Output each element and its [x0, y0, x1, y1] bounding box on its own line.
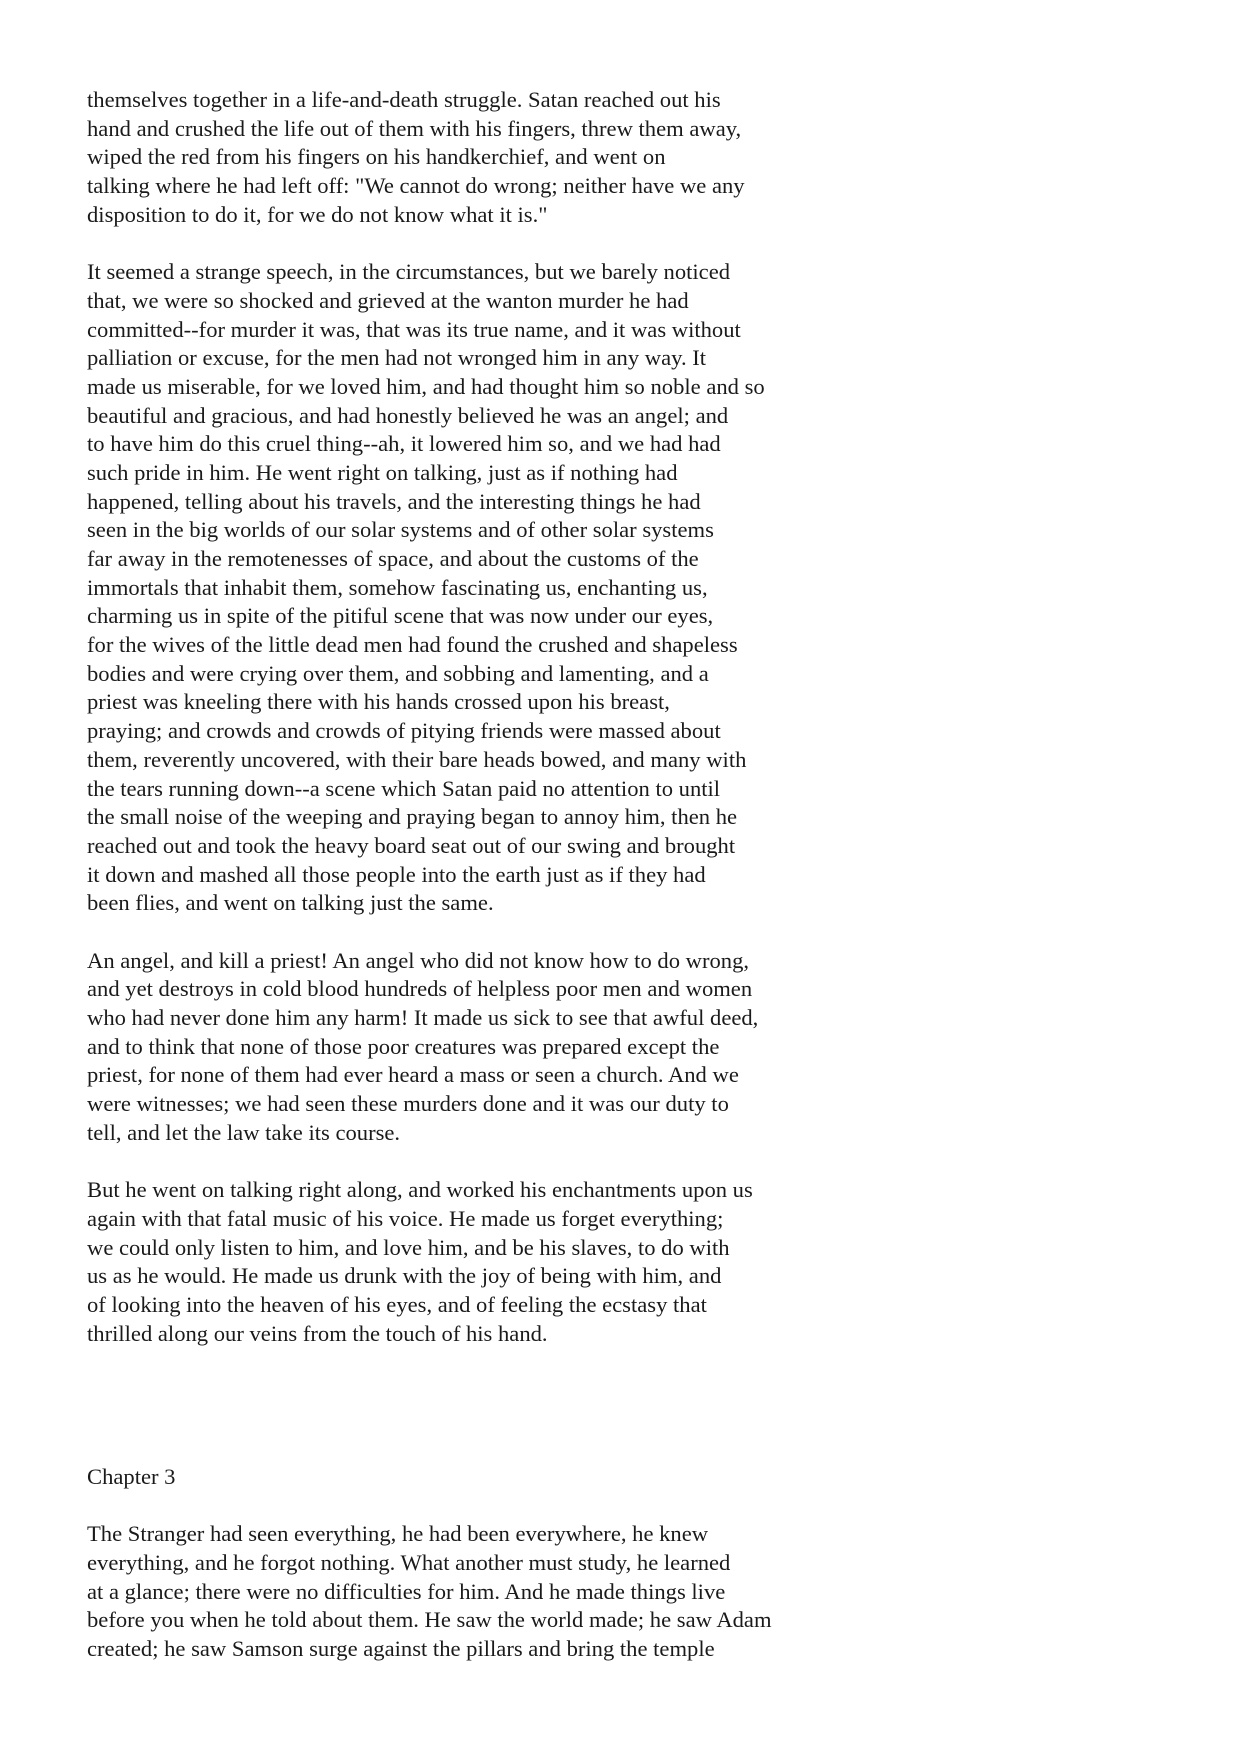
text-line: such pride in him. He went right on talking, just as if nothing had [87, 459, 678, 485]
text-line: created; he saw Samson surge against the pillars and bring the temple [87, 1636, 715, 1662]
text-line: we could only listen to him, and love him, and be his slaves, to do with [87, 1234, 730, 1260]
chapter-title: Chapter 3 [87, 1464, 176, 1490]
text-line: made us miserable, for we loved him, and had thought him so noble and so [87, 373, 765, 399]
text-line: hand and crushed the life out of them with his fingers, threw them away, [87, 115, 742, 141]
text-line: seen in the big worlds of our solar systems and of other solar systems [87, 517, 714, 543]
paragraph-3 [87, 947, 1187, 1148]
paragraph-spacer [87, 229, 1187, 258]
text-line: far away in the remotenesses of space, and about the customs of the [87, 546, 699, 571]
section-spacer [87, 1348, 1187, 1463]
text-line: for the wives of the little dead men had found the crushed and shapeless [87, 632, 738, 658]
text-line: committed--for murder it was, that was its true name, and it was without [87, 316, 741, 342]
text-line: it down and mashed all those people into the earth just as if they had [87, 861, 706, 887]
text-line: them, reverently uncovered, with their bare heads bowed, and many with [87, 746, 747, 772]
text-line: happened, telling about his travels, and the interesting things he had [87, 488, 701, 514]
paragraph-4 [87, 1176, 1187, 1348]
text-line: thrilled along our veins from the touch of his hand. [87, 1320, 548, 1346]
text-line: priest was kneeling there with his hands crossed upon his breast, [87, 689, 670, 715]
text-line: that, we were so shocked and grieved at the wanton murder he had [87, 287, 689, 313]
text-line: An angel, and kill a priest! An angel who did not know how to do wrong, [87, 947, 750, 973]
text-line: wiped the red from his fingers on his handkerchief, and went on [87, 144, 666, 170]
text-line: at a glance; there were no difficulties for him. And he made things live [87, 1578, 726, 1604]
paragraph-spacer [87, 918, 1187, 947]
text-line: again with that fatal music of his voice. He made us forget everything; [87, 1205, 724, 1231]
text-line: disposition to do it, for we do not know what it is." [87, 201, 548, 227]
chapter-paragraph [87, 1520, 1187, 1663]
chapter-heading [87, 1463, 1187, 1492]
text-line: talking where he had left off: "We cannot do wrong; neither have we any [87, 173, 745, 199]
text-line: of looking into the heaven of his eyes, and of feeling the ecstasy that [87, 1291, 707, 1317]
document-page [87, 86, 1187, 1664]
text-line: were witnesses; we had seen these murders done and it was our duty to [87, 1091, 729, 1117]
text-line: priest, for none of them had ever heard a mass or seen a church. And we [87, 1062, 739, 1088]
text-line: beautiful and gracious, and had honestly believed he was an angel; and [87, 402, 729, 428]
text-line: everything, and he forgot nothing. What another must study, he learned [87, 1550, 731, 1576]
text-line: The Stranger had seen everything, he had been everywhere, he knew [87, 1521, 709, 1547]
text-line: palliation or excuse, for the men had not wronged him in any way. It [87, 345, 707, 371]
text-line: been flies, and went on talking just the same. [87, 890, 494, 916]
text-line: immortals that inhabit them, somehow fascinating us, enchanting us, [87, 574, 708, 600]
paragraph-spacer [87, 1492, 1187, 1521]
text-line: us as he would. He made us drunk with the joy of being with him, and [87, 1263, 722, 1289]
paragraph-1 [87, 86, 1187, 229]
text-line: before you when he told about them. He saw the world made; he saw Adam [87, 1607, 772, 1633]
paragraph-spacer [87, 1147, 1187, 1176]
text-line: the small noise of the weeping and praying began to annoy him, then he [87, 804, 738, 830]
text-line: praying; and crowds and crowds of pitying friends were massed about [87, 718, 721, 744]
text-line: to have him do this cruel thing--ah, it lowered him so, and we had had [87, 431, 721, 457]
text-line: themselves together in a life-and-death struggle. Satan reached out his [87, 87, 721, 112]
text-line: It seemed a strange speech, in the circumstances, but we barely noticed [87, 259, 731, 285]
text-line: and yet destroys in cold blood hundreds of helpless poor men and women [87, 976, 753, 1002]
text-line: who had never done him any harm! It made us sick to see that awful deed, [87, 1005, 759, 1030]
text-line: tell, and let the law take its course. [87, 1119, 401, 1145]
paragraph-2 [87, 258, 1187, 918]
text-line: bodies and were crying over them, and sobbing and lamenting, and a [87, 660, 709, 686]
text-line: and to think that none of those poor creatures was prepared except the [87, 1033, 720, 1059]
text-line: the tears running down--a scene which Satan paid no attention to until [87, 775, 721, 801]
text-line: charming us in spite of the pitiful scene that was now under our eyes, [87, 603, 714, 629]
text-line: reached out and took the heavy board seat out of our swing and brought [87, 832, 736, 858]
text-line: But he went on talking right along, and worked his enchantments upon us [87, 1177, 753, 1203]
